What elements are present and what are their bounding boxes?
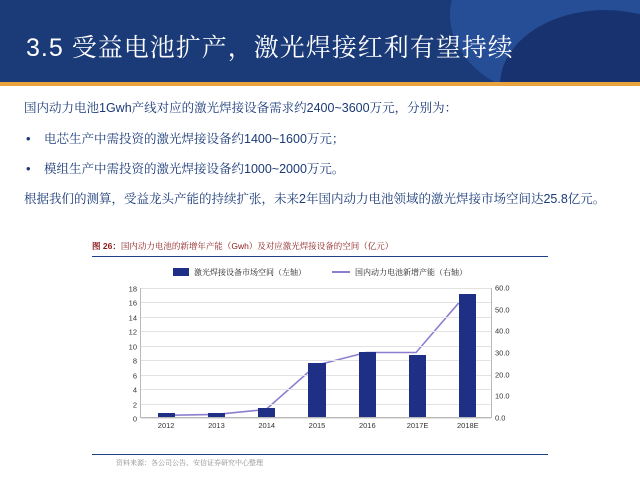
figure-number: 图 26： (92, 241, 121, 251)
chart-y-axis-tick-label: 8 (132, 356, 137, 366)
intro-paragraph: 国内动力电池1Gwh产线对应的激光焊接设备需求约2400~3600万元，分别为： (24, 101, 458, 115)
chart-plot (118, 283, 520, 436)
figure-bottom-rule (92, 454, 548, 455)
figure-block (92, 236, 548, 480)
bullet-item-2-text: 模组生产中需投资的激光焊接设备约1000~2000万元。 (44, 162, 345, 176)
chart-y2-axis-tick-label: 60.0 (495, 283, 510, 293)
slide-header (0, 0, 640, 82)
legend-label-line: 国内动力电池新增产能（右轴） (355, 267, 467, 277)
chart-bar (308, 363, 325, 417)
conclusion-paragraph: 根据我们的测算，受益龙头产能的持续扩张，未来2年国内动力电池领域的激光焊接市场空间达25.8亿元。 (24, 192, 606, 206)
chart-y-axis-tick-label: 12 (128, 327, 137, 337)
legend-item-line-series (332, 267, 467, 278)
chart-bar (359, 352, 376, 417)
chart-y-axis-tick-label: 16 (128, 298, 137, 308)
body-content (24, 98, 618, 220)
chart-x-axis-tick-label: 2015 (308, 421, 326, 430)
bullet-item-1 (24, 129, 618, 149)
chart-bar (158, 413, 175, 417)
chart-y-axis-tick-label: 18 (128, 284, 137, 294)
chart-y2-axis-tick-label: 20.0 (495, 370, 510, 380)
chart-x-axis-tick-label: 2018E (457, 421, 479, 430)
chart-y-axis-tick-label: 4 (132, 385, 137, 395)
bullet-marker-icon: • (26, 131, 31, 146)
chart-x-axis-tick-label: 2017E (406, 421, 429, 430)
chart-plot-area (128, 283, 510, 430)
bullet-item-2 (24, 159, 618, 179)
chart-bar (459, 294, 476, 417)
chart-legend (92, 264, 548, 280)
chart-y-axis-tick-label: 14 (128, 313, 137, 323)
bullet-item-1-text: 电芯生产中需投资的激光焊接设备约1400~1600万元； (44, 132, 345, 146)
chart-x-axis-tick-label: 2013 (208, 421, 225, 430)
chart-y2-axis-tick-label: 30.0 (495, 348, 510, 358)
chart-x-axis-tick-label: 2016 (358, 421, 376, 430)
legend-item-bar-series (173, 267, 306, 278)
chart-y2-axis-tick-label: 40.0 (495, 326, 510, 336)
chart-x-axis-tick-label: 2014 (258, 421, 276, 430)
chart-bar (258, 408, 275, 417)
bullet-marker-icon: • (26, 161, 31, 176)
legend-swatch-line-icon (332, 271, 350, 273)
chart-gridline (128, 298, 491, 308)
chart-y2-axis-tick-label: 50.0 (495, 305, 510, 315)
chart-gridline (128, 284, 491, 294)
chart-gridline (128, 342, 491, 352)
header-accent-bar (0, 82, 640, 86)
chart-y-axis-tick-label: 6 (132, 371, 137, 381)
legend-swatch-bar-icon (173, 268, 189, 276)
chart-gridline (128, 327, 491, 337)
chart-x-axis-tick-label: 2012 (157, 421, 175, 430)
chart-y2-axis-tick-label: 10.0 (495, 391, 510, 401)
figure-caption (92, 236, 548, 257)
chart-y-axis-tick-label: 2 (132, 400, 137, 410)
chart-bar (208, 413, 225, 417)
chart-bar (409, 355, 426, 417)
chart-gridline (132, 414, 491, 424)
chart-y-axis-tick-label: 0 (132, 414, 137, 424)
page-title: 3.5 受益电池扩产，激光焊接红利有望持续 (26, 34, 514, 62)
figure-source-note: 资料来源：各公司公告、安信证券研究中心整理 (116, 460, 263, 467)
chart-y2-axis-tick-label: 0.0 (495, 413, 506, 423)
chart-gridline (132, 356, 491, 366)
chart-y-axis-tick-label: 10 (128, 342, 137, 352)
chart-gridline (128, 313, 491, 323)
figure-caption-text: 国内动力电池的新增年产能（Gwh）及对应激光焊接设备的空间（亿元） (120, 241, 394, 251)
legend-label-bar: 激光焊接设备市场空间（左轴） (194, 267, 306, 277)
